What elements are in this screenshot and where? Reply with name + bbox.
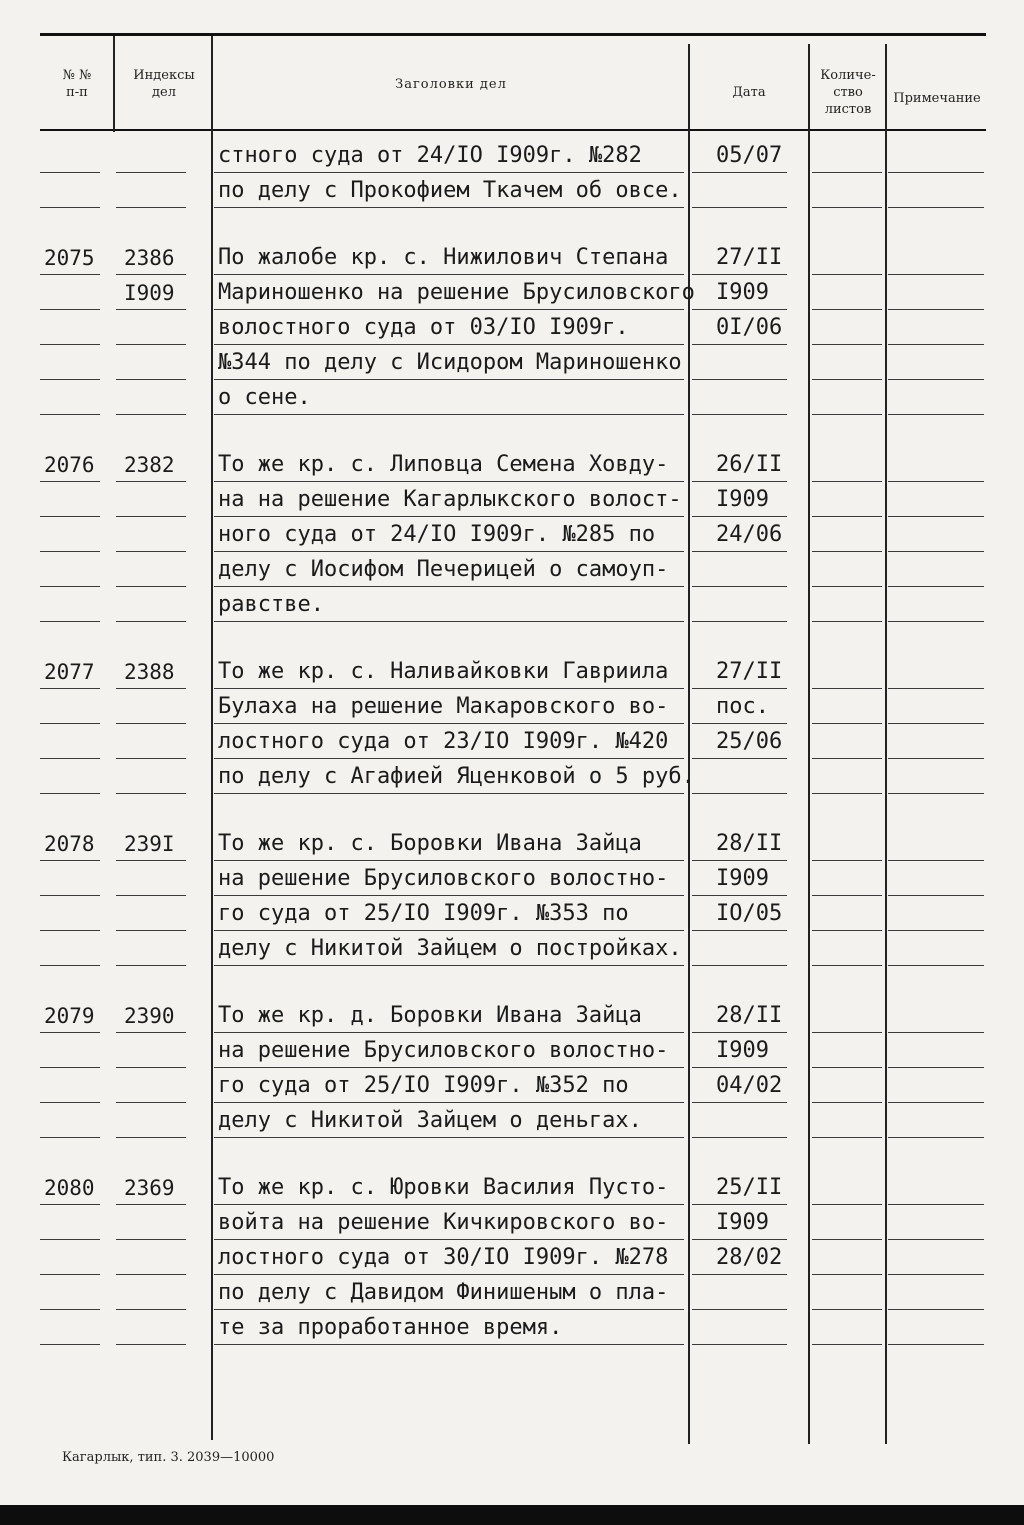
sheets-line-rule	[812, 344, 882, 345]
note-line-rule	[888, 1309, 984, 1310]
entry-number: 2080	[44, 1176, 95, 1200]
entry-title-line: лостного суда от 23/IO I909г. №420	[218, 729, 669, 754]
title-line-rule	[214, 1032, 684, 1033]
note-line-rule	[888, 1032, 984, 1033]
entry-title-line: делу с Никитой Зайцем о деньгах.	[218, 1108, 642, 1133]
num-line-rule	[40, 688, 100, 689]
entry-date: 0I/06	[716, 315, 783, 340]
entry-title-line: То же кр. с. Наливайковки Гавриила	[218, 659, 669, 684]
num-line-rule	[40, 930, 100, 931]
index-line-rule	[116, 551, 186, 552]
num-line-rule	[40, 414, 100, 415]
index-line-rule	[116, 207, 186, 208]
title-line-rule	[214, 1137, 684, 1138]
date-line-rule	[692, 1204, 787, 1205]
note-line-rule	[888, 414, 984, 415]
entry-title-line: о сене.	[218, 385, 311, 410]
title-line-rule	[214, 1344, 684, 1345]
date-line-rule	[692, 1344, 787, 1345]
note-line-rule	[888, 481, 984, 482]
index-line-rule	[116, 930, 186, 931]
title-line-rule	[214, 965, 684, 966]
num-line-rule	[40, 1067, 100, 1068]
sheets-line-rule	[812, 586, 882, 587]
sheets-line-rule	[812, 1102, 882, 1103]
note-line-rule	[888, 1239, 984, 1240]
entry-title-line: То же кр. с. Юровки Василия Пусто-	[218, 1175, 669, 1200]
num-line-rule	[40, 481, 100, 482]
entry-title-line: Мариношенко на решение Брусиловского	[218, 280, 695, 305]
entry-title-line: делу с Никитой Зайцем о постройках.	[218, 936, 682, 961]
entry-title-line: те за проработанное время.	[218, 1315, 563, 1340]
sheets-line-rule	[812, 379, 882, 380]
index-line-rule	[116, 723, 186, 724]
title-line-rule	[214, 930, 684, 931]
entry-title-line: Булаха на решение Макаровского во-	[218, 694, 669, 719]
title-line-rule	[214, 1102, 684, 1103]
sheets-line-rule	[812, 309, 882, 310]
sheets-line-rule	[812, 965, 882, 966]
date-line-rule	[692, 481, 787, 482]
index-line-rule	[116, 793, 186, 794]
title-line-rule	[214, 793, 684, 794]
entry-title-line: по делу с Агафией Яценковой о 5 руб.	[218, 764, 695, 789]
entry-index: 2390	[124, 1004, 175, 1028]
scan-edge	[0, 1505, 1024, 1525]
entry-title-line: То же кр. д. Боровки Ивана Зайца	[218, 1003, 642, 1028]
note-line-rule	[888, 207, 984, 208]
index-line-rule	[116, 344, 186, 345]
note-line-rule	[888, 1274, 984, 1275]
entry-title-line: То же кр. с. Боровки Ивана Зайца	[218, 831, 642, 856]
sheets-line-rule	[812, 1204, 882, 1205]
num-line-rule	[40, 1274, 100, 1275]
entry-date: 25/II	[716, 1175, 783, 1200]
date-line-rule	[692, 1239, 787, 1240]
title-line-rule	[214, 274, 684, 275]
entry-number: 2078	[44, 832, 95, 856]
title-line-rule	[214, 1239, 684, 1240]
date-line-rule	[692, 309, 787, 310]
sheets-line-rule	[812, 688, 882, 689]
title-line-rule	[214, 344, 684, 345]
sheets-line-rule	[812, 207, 882, 208]
note-line-rule	[888, 860, 984, 861]
note-line-rule	[888, 344, 984, 345]
sheets-line-rule	[812, 1274, 882, 1275]
date-line-rule	[692, 1137, 787, 1138]
index-line-rule	[116, 586, 186, 587]
entry-index: 2369	[124, 1176, 175, 1200]
note-line-rule	[888, 965, 984, 966]
title-line-rule	[214, 860, 684, 861]
index-line-rule	[116, 1344, 186, 1345]
title-line-rule	[214, 551, 684, 552]
date-line-rule	[692, 379, 787, 380]
title-line-rule	[214, 172, 684, 173]
sheets-line-rule	[812, 551, 882, 552]
entry-title-line: войта на решение Кичкировского во-	[218, 1210, 669, 1235]
date-line-rule	[692, 274, 787, 275]
index-line-rule	[116, 379, 186, 380]
index-line-rule	[116, 860, 186, 861]
index-line-rule	[116, 172, 186, 173]
date-line-rule	[692, 172, 787, 173]
entry-title-line: №344 по делу с Исидором Мариношенко	[218, 350, 682, 375]
date-line-rule	[692, 793, 787, 794]
title-line-rule	[214, 379, 684, 380]
entry-date: I909	[716, 1038, 769, 1063]
note-line-rule	[888, 379, 984, 380]
entry-date: I909	[716, 1210, 769, 1235]
index-line-rule	[116, 1102, 186, 1103]
num-line-rule	[40, 379, 100, 380]
date-line-rule	[692, 414, 787, 415]
title-line-rule	[214, 621, 684, 622]
entry-title-line: на решение Брусиловского волостно-	[218, 1038, 669, 1063]
col-divider-4	[808, 44, 810, 1444]
date-line-rule	[692, 895, 787, 896]
index-line-rule	[116, 895, 186, 896]
note-line-rule	[888, 516, 984, 517]
title-line-rule	[214, 207, 684, 208]
title-line-rule	[214, 516, 684, 517]
entry-date: 26/II	[716, 452, 783, 477]
index-line-rule	[116, 1137, 186, 1138]
sheets-line-rule	[812, 274, 882, 275]
date-line-rule	[692, 1102, 787, 1103]
entry-title-line: ного суда от 24/IO I909г. №285 по	[218, 522, 656, 547]
header-col-num: № № п-п	[62, 68, 92, 100]
sheets-line-rule	[812, 414, 882, 415]
note-line-rule	[888, 172, 984, 173]
sheets-line-rule	[812, 793, 882, 794]
index-line-rule	[116, 309, 186, 310]
entry-date: I909	[716, 866, 769, 891]
title-line-rule	[214, 758, 684, 759]
entry-date: 27/II	[716, 659, 783, 684]
num-line-rule	[40, 1102, 100, 1103]
entry-title-line: на на решение Кагарлыкского волост-	[218, 487, 682, 512]
entry-date: 04/02	[716, 1073, 783, 1098]
note-line-rule	[888, 551, 984, 552]
date-line-rule	[692, 688, 787, 689]
entry-title-line: по делу с Давидом Финишеным о пла-	[218, 1280, 669, 1305]
sheets-line-rule	[812, 930, 882, 931]
entry-date: 27/II	[716, 245, 783, 270]
date-line-rule	[692, 1309, 787, 1310]
header-col-date: Дата	[732, 84, 766, 100]
date-line-rule	[692, 930, 787, 931]
date-line-rule	[692, 1274, 787, 1275]
entry-number: 2075	[44, 246, 95, 270]
title-line-rule	[214, 688, 684, 689]
entry-index: 2388	[124, 660, 175, 684]
sheets-line-rule	[812, 1309, 882, 1310]
top-rule	[40, 33, 986, 36]
note-line-rule	[888, 930, 984, 931]
date-line-rule	[692, 1067, 787, 1068]
header-col-note: Примечание	[893, 90, 981, 106]
entry-title-line: по делу с Прокофием Ткачем об овсе.	[218, 178, 682, 203]
footer-imprint: Кагарлык, тип. 3. 2039—10000	[62, 1450, 275, 1465]
num-line-rule	[40, 758, 100, 759]
col-divider-1	[113, 36, 115, 132]
index-line-rule	[116, 621, 186, 622]
entry-index: 2382	[124, 453, 175, 477]
sheets-line-rule	[812, 516, 882, 517]
header-col-sheets: Количе- ство листов	[820, 67, 876, 117]
entry-title-line: По жалобе кр. с. Нижилович Степана	[218, 245, 669, 270]
sheets-line-rule	[812, 758, 882, 759]
date-line-rule	[692, 723, 787, 724]
num-line-rule	[40, 1344, 100, 1345]
num-line-rule	[40, 1032, 100, 1033]
entry-date: 28/02	[716, 1245, 783, 1270]
num-line-rule	[40, 895, 100, 896]
index-line-rule	[116, 516, 186, 517]
title-line-rule	[214, 481, 684, 482]
date-line-rule	[692, 758, 787, 759]
index-line-rule	[116, 1239, 186, 1240]
num-line-rule	[40, 1204, 100, 1205]
entry-date: I909	[716, 487, 769, 512]
note-line-rule	[888, 688, 984, 689]
entry-number: 2077	[44, 660, 95, 684]
title-line-rule	[214, 1274, 684, 1275]
date-line-rule	[692, 965, 787, 966]
index-line-rule	[116, 965, 186, 966]
note-line-rule	[888, 1204, 984, 1205]
sheets-line-rule	[812, 860, 882, 861]
sheets-line-rule	[812, 895, 882, 896]
entry-number: 2079	[44, 1004, 95, 1028]
entry-index: I909	[124, 281, 175, 305]
sheets-line-rule	[812, 723, 882, 724]
title-line-rule	[214, 586, 684, 587]
entry-date: 25/06	[716, 729, 783, 754]
entry-date: 28/II	[716, 831, 783, 856]
title-line-rule	[214, 309, 684, 310]
index-line-rule	[116, 688, 186, 689]
index-line-rule	[116, 1309, 186, 1310]
num-line-rule	[40, 621, 100, 622]
entry-title-line: го суда от 25/IO I909г. №353 по	[218, 901, 629, 926]
note-line-rule	[888, 1102, 984, 1103]
entry-title-line: го суда от 25/IO I909г. №352 по	[218, 1073, 629, 1098]
note-line-rule	[888, 309, 984, 310]
num-line-rule	[40, 723, 100, 724]
num-line-rule	[40, 860, 100, 861]
title-line-rule	[214, 414, 684, 415]
num-line-rule	[40, 344, 100, 345]
date-line-rule	[692, 586, 787, 587]
sheets-line-rule	[812, 1344, 882, 1345]
num-line-rule	[40, 586, 100, 587]
date-line-rule	[692, 207, 787, 208]
entry-date: пос.	[716, 694, 769, 719]
col-divider-2	[211, 36, 213, 1440]
num-line-rule	[40, 172, 100, 173]
sheets-line-rule	[812, 1032, 882, 1033]
index-line-rule	[116, 274, 186, 275]
entry-date: 28/II	[716, 1003, 783, 1028]
num-line-rule	[40, 1239, 100, 1240]
sheets-line-rule	[812, 172, 882, 173]
entry-title-line: равстве.	[218, 592, 324, 617]
entry-title-line: волостного суда от 03/IO I909г.	[218, 315, 629, 340]
num-line-rule	[40, 793, 100, 794]
sheets-line-rule	[812, 481, 882, 482]
num-line-rule	[40, 1309, 100, 1310]
num-line-rule	[40, 274, 100, 275]
header-col-title: Заголовки дел	[395, 76, 507, 92]
note-line-rule	[888, 758, 984, 759]
num-line-rule	[40, 516, 100, 517]
entry-date: 24/06	[716, 522, 783, 547]
note-line-rule	[888, 1067, 984, 1068]
entry-title-line: стного суда от 24/IO I909г. №282	[218, 143, 642, 168]
index-line-rule	[116, 758, 186, 759]
index-line-rule	[116, 1274, 186, 1275]
entry-date: 05/07	[716, 143, 783, 168]
entry-title-line: То же кр. с. Липовца Семена Ховду-	[218, 452, 669, 477]
date-line-rule	[692, 516, 787, 517]
num-line-rule	[40, 309, 100, 310]
entry-date: I909	[716, 280, 769, 305]
header-col-index: Индексы дел	[133, 68, 195, 100]
entry-index: 2386	[124, 246, 175, 270]
title-line-rule	[214, 1067, 684, 1068]
num-line-rule	[40, 965, 100, 966]
note-line-rule	[888, 1344, 984, 1345]
entry-title-line: на решение Брусиловского волостно-	[218, 866, 669, 891]
note-line-rule	[888, 621, 984, 622]
entry-number: 2076	[44, 453, 95, 477]
index-line-rule	[116, 1067, 186, 1068]
entry-title-line: лостного суда от 30/IO I909г. №278	[218, 1245, 669, 1270]
index-line-rule	[116, 414, 186, 415]
title-line-rule	[214, 723, 684, 724]
num-line-rule	[40, 207, 100, 208]
header-rule	[40, 129, 986, 131]
note-line-rule	[888, 895, 984, 896]
date-line-rule	[692, 551, 787, 552]
note-line-rule	[888, 723, 984, 724]
col-divider-5	[885, 44, 887, 1444]
sheets-line-rule	[812, 621, 882, 622]
title-line-rule	[214, 1204, 684, 1205]
title-line-rule	[214, 1309, 684, 1310]
num-line-rule	[40, 551, 100, 552]
date-line-rule	[692, 344, 787, 345]
col-divider-3	[688, 44, 690, 1444]
entry-date: IO/05	[716, 901, 783, 926]
index-line-rule	[116, 1204, 186, 1205]
date-line-rule	[692, 621, 787, 622]
note-line-rule	[888, 1137, 984, 1138]
note-line-rule	[888, 793, 984, 794]
index-line-rule	[116, 1032, 186, 1033]
title-line-rule	[214, 895, 684, 896]
date-line-rule	[692, 860, 787, 861]
entry-title-line: делу с Иосифом Печерицей о самоуп-	[218, 557, 669, 582]
note-line-rule	[888, 274, 984, 275]
entry-index: 239I	[124, 832, 175, 856]
note-line-rule	[888, 586, 984, 587]
num-line-rule	[40, 1137, 100, 1138]
index-line-rule	[116, 481, 186, 482]
date-line-rule	[692, 1032, 787, 1033]
sheets-line-rule	[812, 1137, 882, 1138]
sheets-line-rule	[812, 1067, 882, 1068]
sheets-line-rule	[812, 1239, 882, 1240]
